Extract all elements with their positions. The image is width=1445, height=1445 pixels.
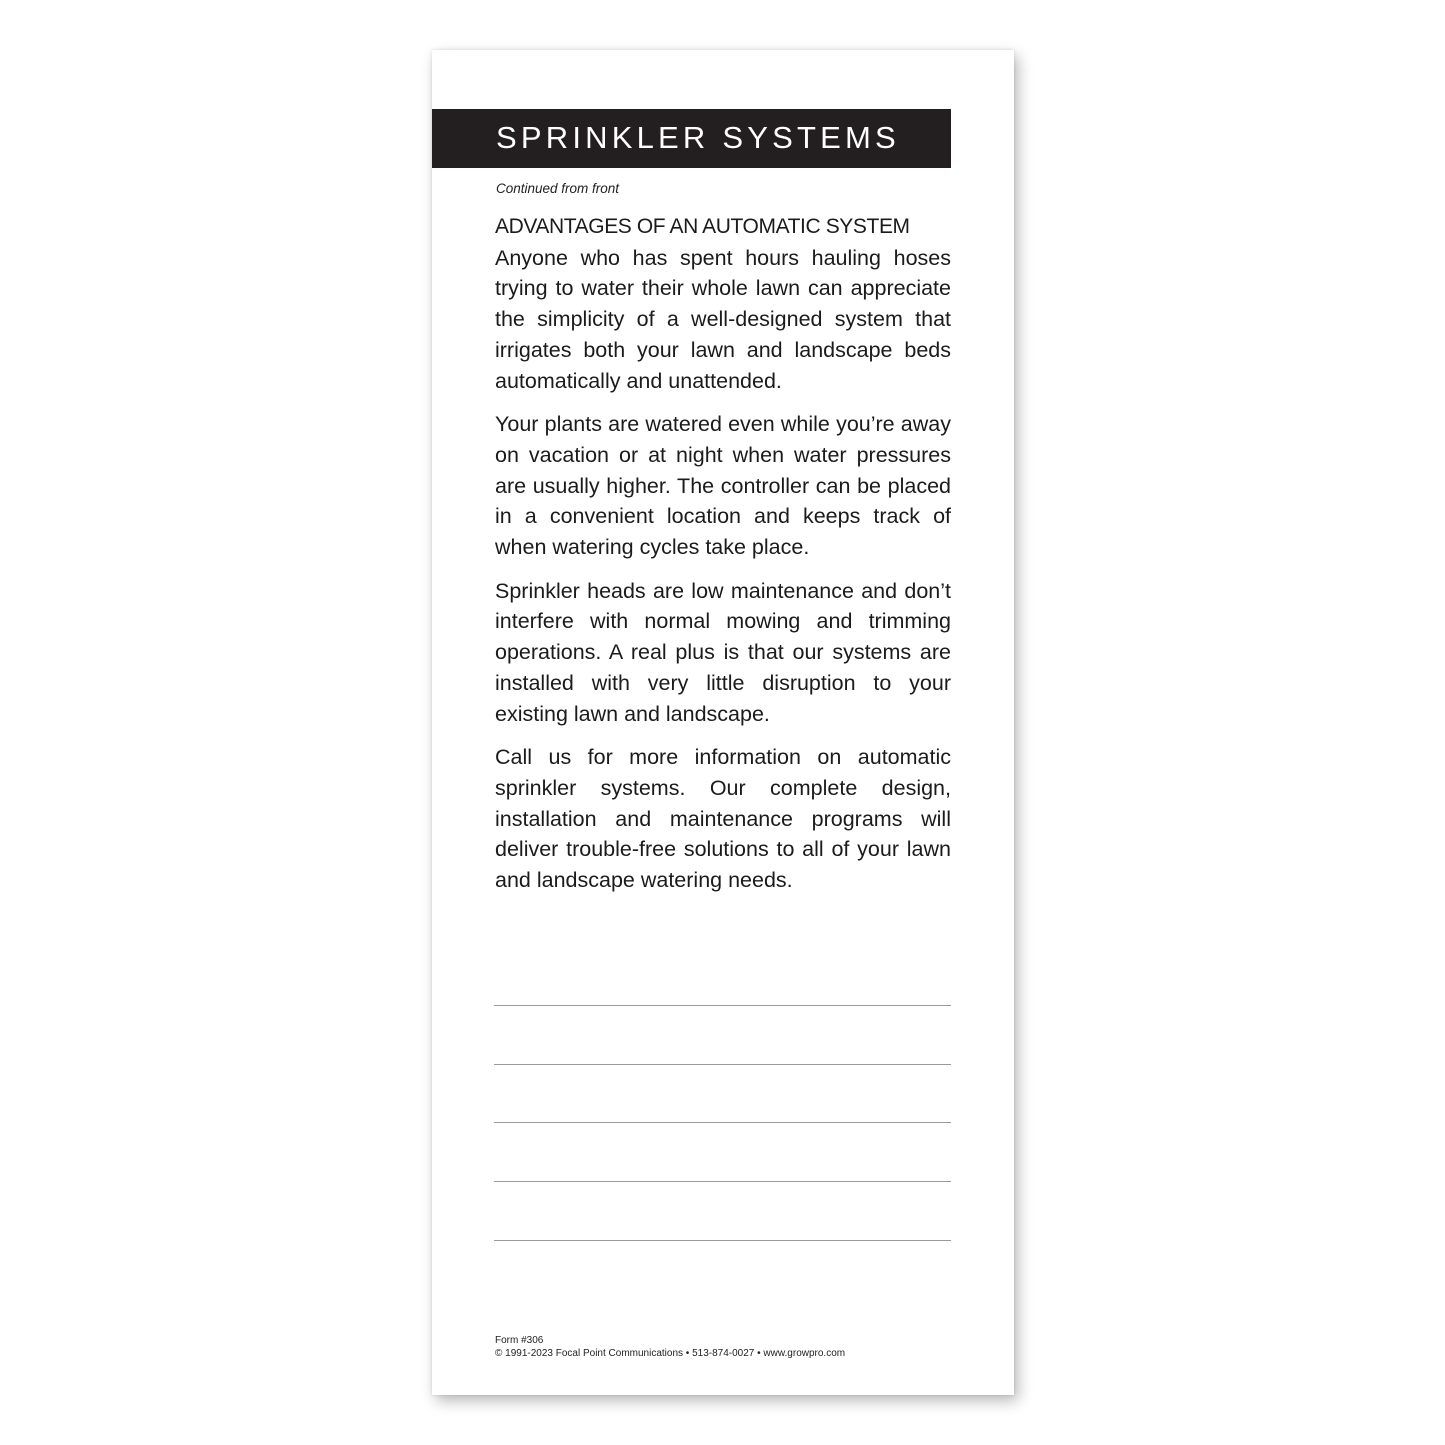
header-bar <box>432 109 951 168</box>
write-in-line <box>494 1122 951 1123</box>
body-content <box>495 212 951 909</box>
write-in-line <box>494 1064 951 1065</box>
copyright-line: © 1991-2023 Focal Point Communications • 513-874-0027 • www.growpro.com <box>495 1348 846 1359</box>
write-in-line <box>494 1005 951 1006</box>
paragraph-2: Your plants are watered even while you’re away on vacation or at night when water pressures are usually higher. The controller can be placed in a convenient location and keeps track of when watering cycles take place. <box>495 412 951 560</box>
form-number: Form #306 <box>495 1335 544 1346</box>
write-in-line <box>494 1181 951 1182</box>
footer <box>495 1334 845 1360</box>
paragraph-3: Sprinkler heads are low maintenance and don’t interfere with normal mowing and trimming operations. A real plus is that our systems are installed with very little disruption to your existing lawn and landscape. <box>495 578 951 726</box>
info-card <box>432 50 1014 1395</box>
section-heading: ADVANTAGES OF AN AUTOMATIC SYSTEM <box>495 215 910 238</box>
write-in-lines <box>494 1005 951 1298</box>
write-in-line <box>494 1240 951 1241</box>
paragraph-4: Call us for more information on automatic sprinkler systems. Our complete design, installation and maintenance programs will deliver trouble-free solutions to all of your lawn and landscape watering needs. <box>495 745 951 893</box>
card-title: SPRINKLER SYSTEMS <box>496 120 900 155</box>
paragraph-1: Anyone who has spent hours hauling hoses trying to water their whole lawn can appreciate the simplicity of a well-designed system that irrigates both your lawn and landscape beds automatically and unattended. <box>495 245 951 393</box>
continued-note: Continued from front <box>496 181 620 196</box>
